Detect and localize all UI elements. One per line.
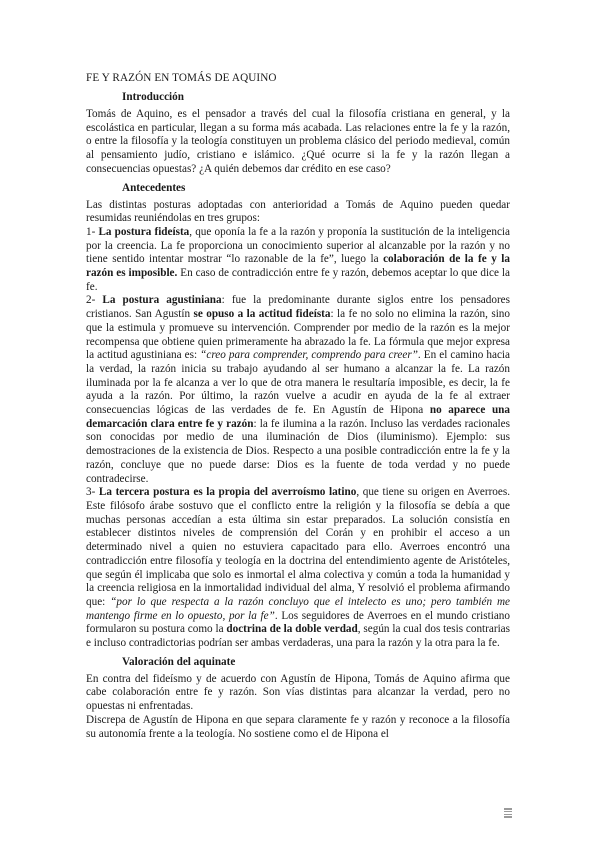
text-run: : fue la predominante durante siglos entre los pensadores cristianos. San Agustín bbox=[86, 294, 510, 321]
icon-line bbox=[504, 814, 512, 816]
valoracion-paragraph-2: Discrepa de Agustín de Hipona en que separa claramente fe y razón y reconoce a la filosofía su autonomía frente a la teología. No sostiene como el de Hipona el bbox=[86, 713, 510, 740]
bold-phrase: La tercera postura es la propia del averroísmo latino bbox=[98, 486, 357, 499]
icon-line bbox=[504, 816, 512, 818]
item-number: 1- bbox=[86, 225, 99, 238]
icon-line bbox=[504, 808, 512, 810]
text-run: , que oponía la fe a la razón y proponía la sustitución de la inteligencia por la creencia. La fe proporciona un conocimiento superior al alcanzable por la razón y no tiene sentido intentar mostrar “lo razonable de la fe”, luego la bbox=[86, 225, 510, 266]
item-number: 3- bbox=[86, 486, 99, 499]
document-page-icon bbox=[504, 808, 512, 818]
postura-fideista-paragraph bbox=[86, 226, 510, 295]
bold-phrase: colaboración de la fe y la razón es imposible. bbox=[86, 253, 511, 280]
text-run: . En el camino hacia la verdad, la razón inicia su trabajo ayudando al ser humano a alcanzar la fe. La razón iluminada por la fe alcanza a ver lo que de otra manera le resultaría imposible, es decir, la fe ayuda a la razón. Por último, la razón vuelve a acudir en ayuda de la fe al extraer consecuencias lógicas de las verdades de fe. En Agustín de Hipona bbox=[86, 349, 510, 417]
text-run: , que tiene su origen en Averroes. Este filósofo árabe sostuvo que el conflicto entre la religión y la filosofía se debía a que muchas personas accedían a esta última sin estar preparados. La solución consistía en establecer distintos niveles de comprensión del Corán y en prohibir el acceso a un determinado nivel a quien no estuviera capacitado para ello. Averroes encontró una contradicción entre filosofía y teología en la doctrina del entendimiento agente de Aristóteles, que según él implicaba que solo es inmortal el alma colectiva y común a toda la humanidad y la creencia religiosa en la inmortalidad individual del alma, Y resolvió el problema afirmando que: bbox=[86, 486, 511, 608]
bold-phrase: se opuso a la actitud fideísta bbox=[193, 308, 331, 321]
text-run: : la fe ilumina a la razón. Incluso las verdades racionales son conocidas por medio de una iluminación de Dios (iluminismo). Ejemplo: sus demostraciones de la existencia de Dios. Respecto a una posible contradicción entre la fe y la razón, concluye que no puede darse: Dios es la fuente de toda verdad y no puede contradecirse. bbox=[86, 417, 510, 485]
averroismo-paragraph bbox=[86, 486, 510, 650]
italic-quote: “creo para comprender, comprendo para creer” bbox=[200, 349, 418, 362]
document-title: FE Y RAZÓN EN TOMÁS DE AQUINO bbox=[86, 72, 277, 84]
text-run: : la fe no solo no elimina la razón, sino que la estimula y promueve su intervención. Comprender por medio de la razón es la mejor recompensa que obtiene quien primeramente ha abrazado la fe. La fórmula que mejor expresa la actitud agustiniana es: bbox=[86, 308, 510, 362]
text-run: En caso de contradicción entre fe y razón, debemos aceptar lo que dice la fe. bbox=[86, 267, 510, 293]
bold-phrase: La postura agustiniana bbox=[102, 294, 222, 307]
section-heading-valoracion: Valoración del aquinate bbox=[122, 655, 236, 668]
valoracion-paragraph-1: En contra del fideísmo y de acuerdo con Agustín de Hipona, Tomás de Aquino afirma que cabe colaboración entre fe y razón. Son vías distintas para alcanzar la verdad, pero no opuestas ni enfrentadas. bbox=[86, 672, 510, 713]
section-heading-introduccion: Introducción bbox=[122, 91, 184, 103]
italic-quote: “por lo que respecta a la razón concluyo que el intelecto es uno; pero también me mantengo firme en lo opuesto, por la fe” bbox=[86, 595, 511, 622]
bold-phrase: doctrina de la doble verdad bbox=[226, 623, 358, 636]
intro-paragraph: Tomás de Aquino, es el pensador a través del cual la filosofía cristiana en general, y la escolástica en particular, llegan a su forma más acabada. Las relaciones entre la fe y la razón, o entre la filosofía y la teología constituyen un problema clásico del periodo medieval, común al pensamiento judío, cristiano e islámico. ¿Qué ocurre si la fe y la razón llegan a consecuencias opuestas? ¿A quién debemos dar crédito en ese caso? bbox=[86, 108, 510, 175]
antecedentes-intro-paragraph: Las distintas posturas adoptadas con anterioridad a Tomás de Aquino pueden quedar resumidas reuniéndolas en tres grupos: bbox=[86, 198, 510, 225]
text-run: , según la cual dos tesis contrarias e incluso contradictorias podrían ser ambas verdaderas, una para la razón y la otra para la fe. bbox=[86, 623, 511, 650]
postura-agustiniana-paragraph bbox=[86, 294, 510, 486]
bold-phrase: La postura fideísta bbox=[98, 225, 190, 238]
section-heading-antecedentes: Antecedentes bbox=[122, 181, 186, 194]
icon-line bbox=[504, 811, 512, 813]
item-number: 2- bbox=[86, 294, 103, 307]
text-run: . Los seguidores de Averroes en el mundo cristiano formularon su postura como la bbox=[86, 609, 510, 636]
bold-phrase: no aparece una demarcación clara entre fe y razón bbox=[86, 404, 510, 430]
